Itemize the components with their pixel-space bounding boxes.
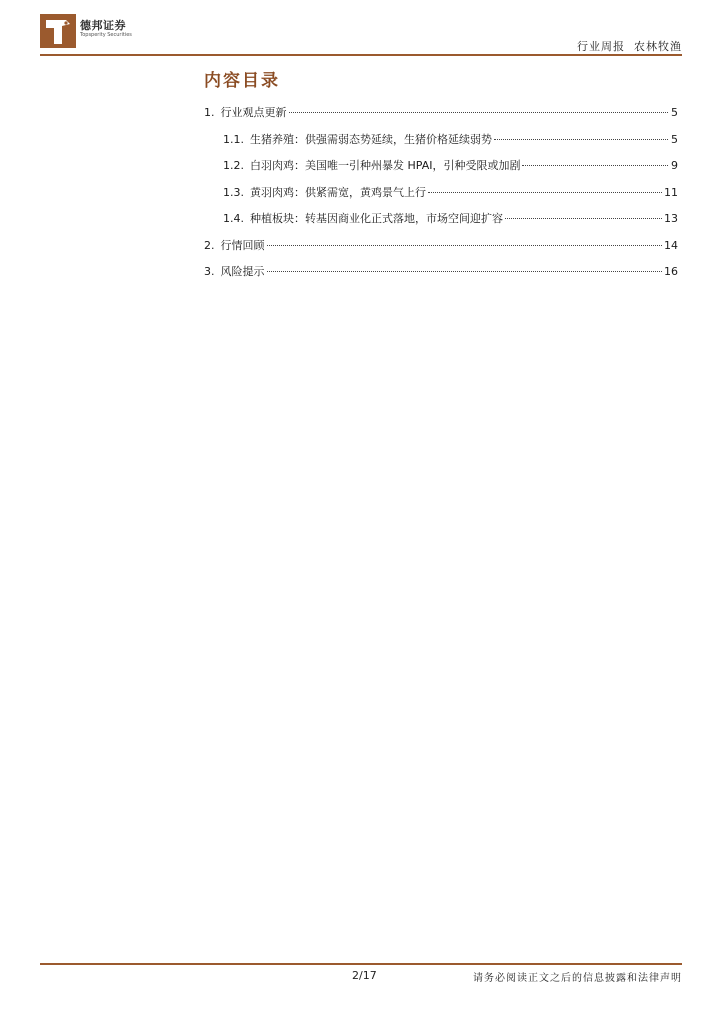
toc-leader-dots bbox=[505, 218, 662, 219]
toc-entry[interactable] bbox=[204, 186, 678, 213]
toc-entry-label: 种植板块：转基因商业化正式落地，市场空间迎扩容 bbox=[250, 212, 503, 225]
report-category: 行业周报 农林牧渔 bbox=[577, 40, 682, 53]
footer-divider bbox=[40, 963, 682, 965]
logo-mark-icon bbox=[40, 14, 76, 48]
toc-entry-label: 风险提示 bbox=[220, 265, 265, 278]
logo-name-cn: 德邦证券 bbox=[80, 19, 126, 32]
toc-title: 内容目录 bbox=[204, 71, 280, 91]
toc-entry-page: 5 bbox=[671, 106, 678, 119]
toc-entry-page: 5 bbox=[671, 132, 678, 146]
toc-entry-number: 3. bbox=[204, 265, 215, 278]
legal-disclaimer-note: 请务必阅读正文之后的信息披露和法律声明 bbox=[473, 973, 682, 984]
toc-entry[interactable] bbox=[204, 239, 678, 266]
toc-leader-dots bbox=[267, 245, 663, 246]
toc-entry-number: 1.2. bbox=[223, 159, 244, 172]
company-logo bbox=[40, 14, 132, 48]
toc-entry-number: 1.1. bbox=[223, 132, 244, 146]
toc-leader-dots bbox=[289, 112, 669, 113]
toc-entry-number: 1. bbox=[204, 106, 215, 119]
toc-entry-page: 11 bbox=[664, 185, 678, 199]
toc-entry-label: 行情回顾 bbox=[220, 238, 265, 252]
toc-leader-dots bbox=[267, 271, 663, 272]
page-number: 2/17 bbox=[352, 969, 377, 982]
toc-entry-number: 2. bbox=[204, 238, 215, 252]
toc-entry-label: 生猪养殖：供强需弱态势延续，生猪价格延续弱势 bbox=[250, 132, 492, 146]
logo-name-en: Topsperity Securities bbox=[80, 32, 132, 38]
toc-leader-dots bbox=[494, 139, 668, 140]
toc-entry[interactable] bbox=[204, 265, 678, 292]
toc-entry-page: 14 bbox=[664, 238, 678, 252]
toc-entry-page: 13 bbox=[664, 212, 678, 225]
toc-entry[interactable] bbox=[204, 212, 678, 239]
toc-entry-number: 1.4. bbox=[223, 212, 244, 225]
toc-leader-dots bbox=[522, 165, 668, 166]
toc-entry[interactable] bbox=[204, 159, 678, 186]
toc-entry[interactable] bbox=[204, 133, 678, 160]
toc-entry-number: 1.3. bbox=[223, 185, 244, 199]
toc-leader-dots bbox=[428, 192, 662, 193]
toc-entry-page: 16 bbox=[664, 265, 678, 278]
toc-entry-label: 白羽肉鸡：美国唯一引种州暴发 HPAI，引种受限或加剧 bbox=[250, 159, 521, 172]
toc-entry-label: 行业观点更新 bbox=[220, 106, 287, 119]
table-of-contents bbox=[204, 106, 678, 292]
header-divider bbox=[40, 54, 682, 56]
toc-entry-label: 黄羽肉鸡：供紧需宽，黄鸡景气上行 bbox=[250, 185, 426, 199]
toc-entry-page: 9 bbox=[671, 159, 678, 172]
toc-entry[interactable] bbox=[204, 106, 678, 133]
